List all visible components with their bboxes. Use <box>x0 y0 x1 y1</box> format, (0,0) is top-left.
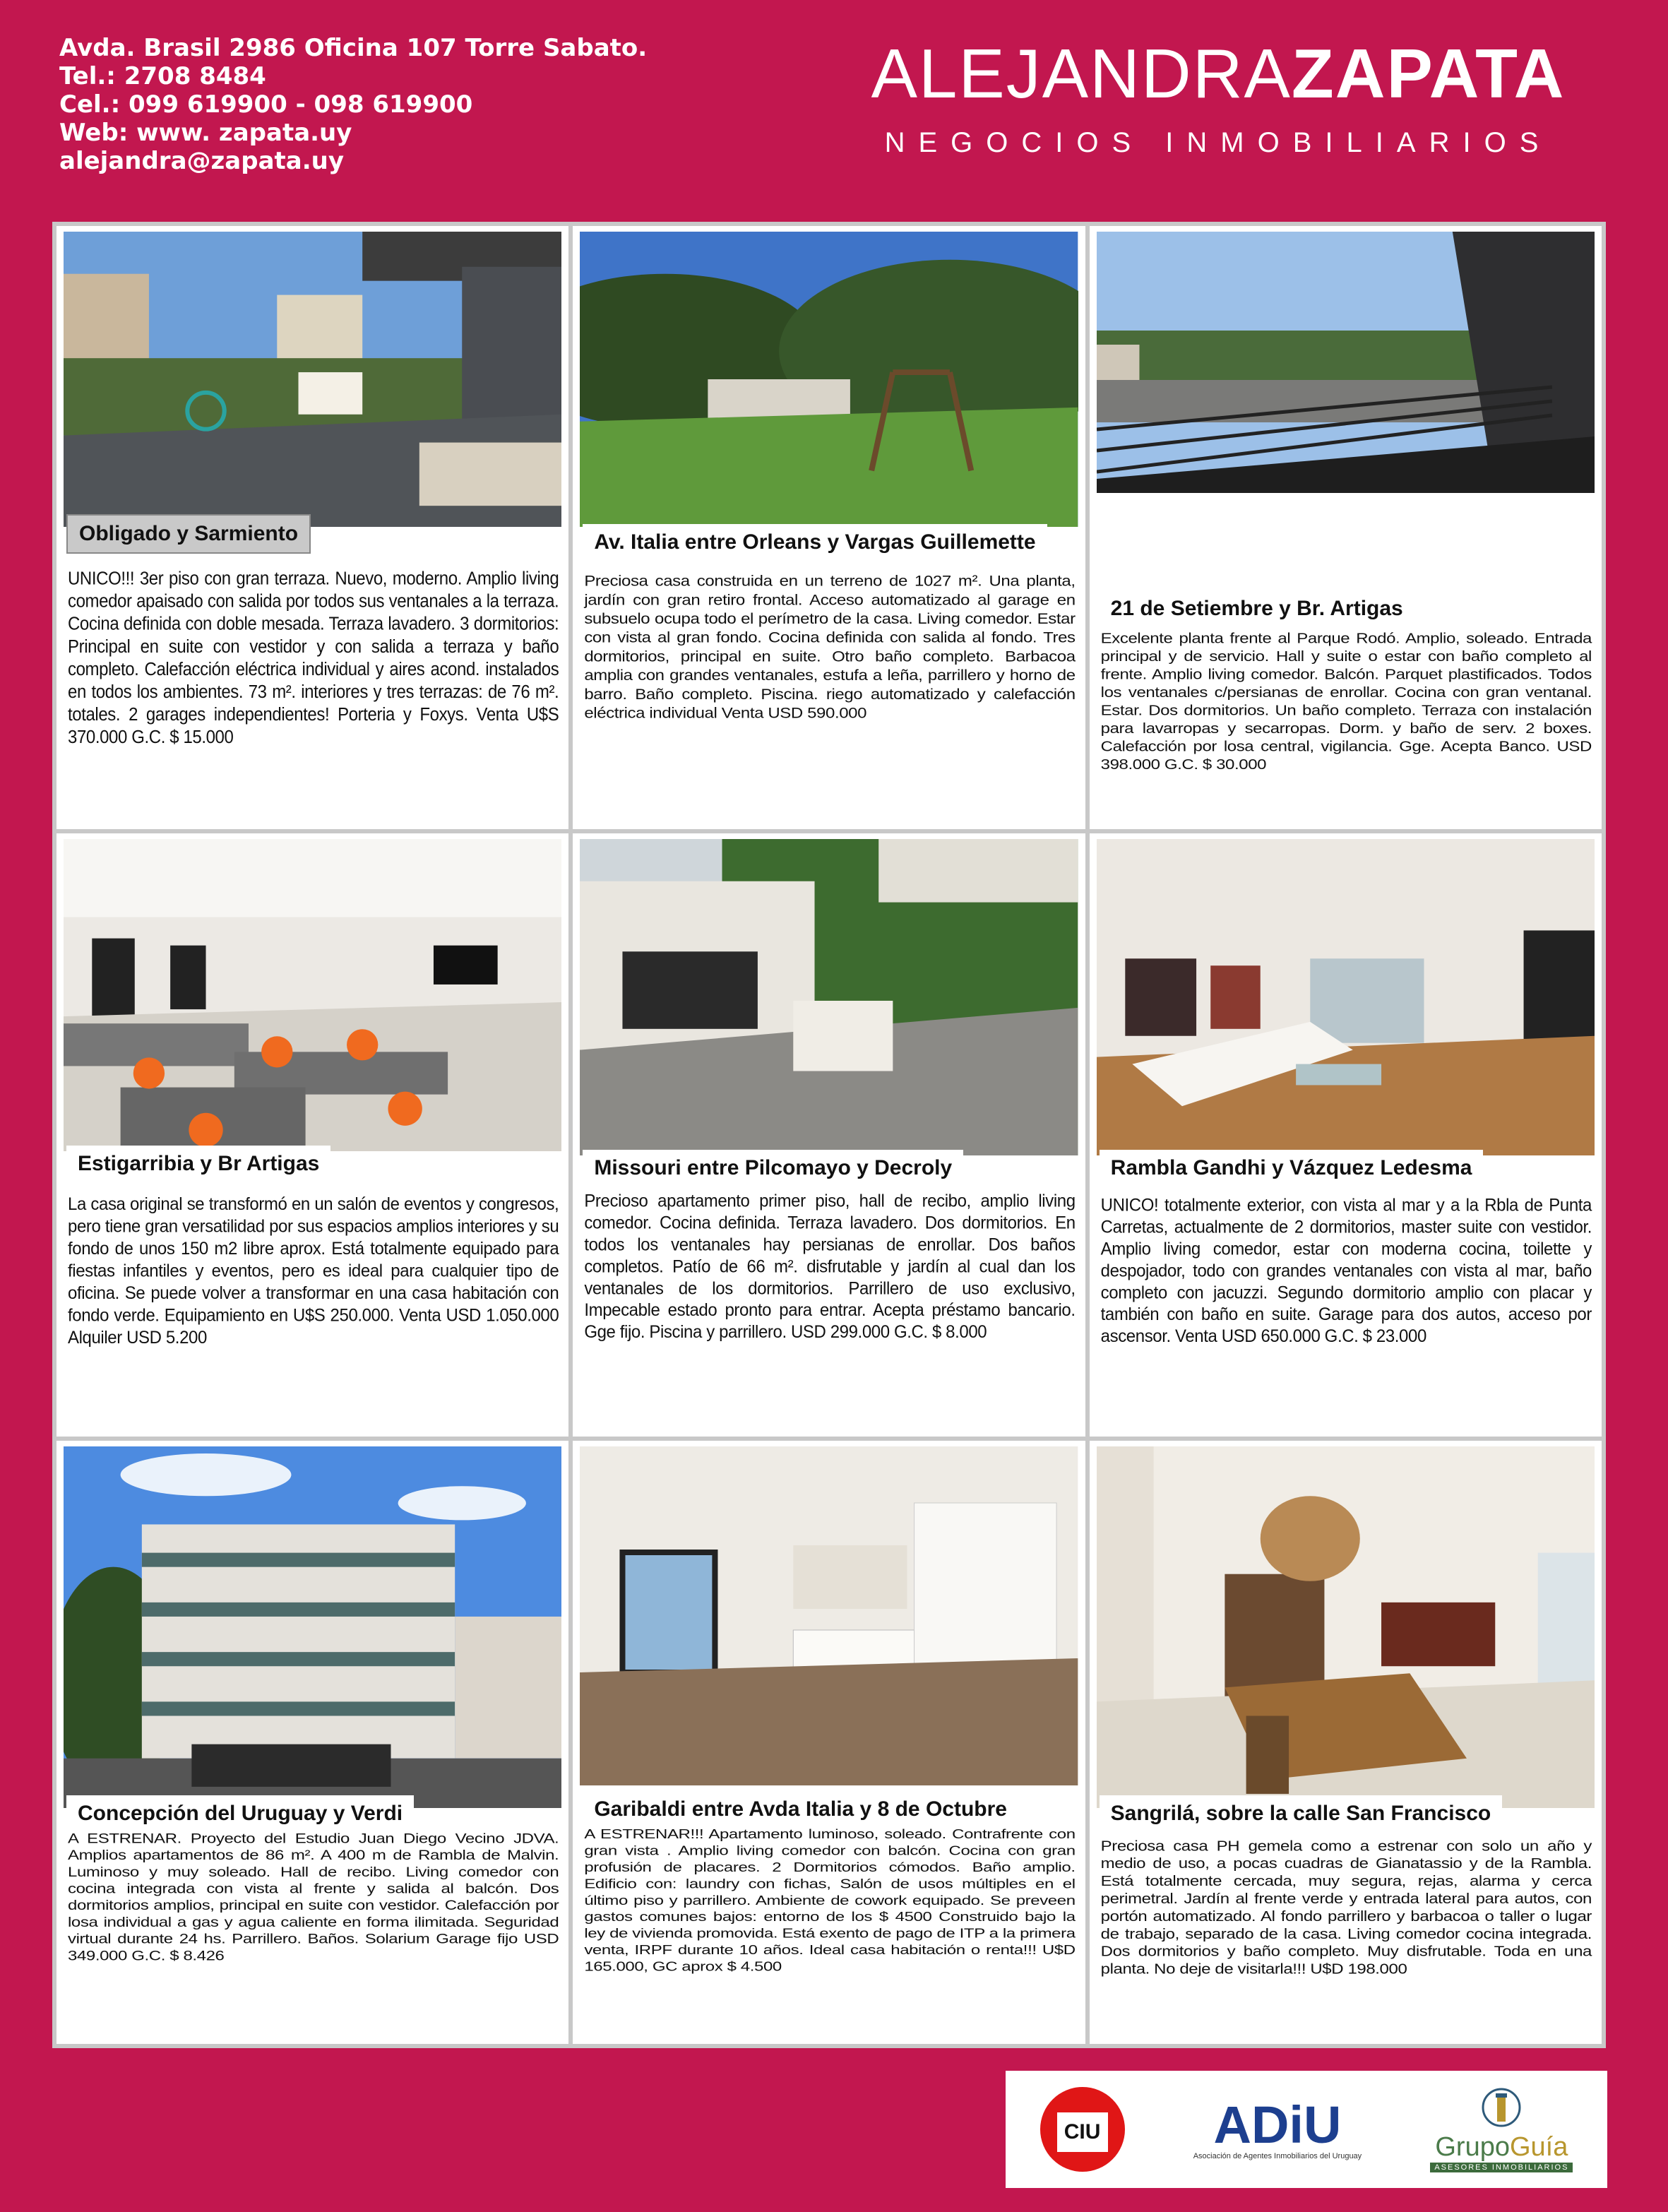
listing-description: Preciosa casa PH gemela como a estrenar con solo un año y medio de uso, a pocas cuadras de Gianatassio y de la Rambla. Está totalmente cercada, muy segura, rejas, alarma y cerca perimetral. Jardín al frente verde y entrada lateral para autos, con portón automatizado. Al fondo parrillero y barbacoa o taller o lugar de trabajo, separado de la casa. Living comedor cocina integrada. Dos dormitorios y baño completo. Muy disfrutable. Toda en una planta. No deje de visitarla!!! U$D 198.000 <box>1100 1838 1592 1978</box>
listing-description: UNICO!!! 3er piso con gran terraza. Nuevo, moderno. Amplio living comedor apaisado con salida por todos sus ventanales a la terraza. Cocina definida con doble mesada. Terraza lavadero. 3 dormitorios: Principal en suite con vestidor y con salida a terraza y baño completo. Calefacción eléctrica individual y aires acond. instalados en todos los ambientes. 73 m². interiores y tres terrazas: de 76 m². totales. 2 garages independientes! Porteria y Foxys. Venta U$S 370.000 G.C. $ 15.000 <box>68 569 559 748</box>
listing-card[interactable] <box>573 1441 1085 2044</box>
listing-title: Missouri entre Pilcomayo y Decroly <box>583 1150 963 1187</box>
cell-text: Cel.: 099 619900 - 098 619900 <box>59 90 473 119</box>
empty-apartment-photo <box>580 1446 1078 1785</box>
listing-card[interactable] <box>1090 1441 1602 2044</box>
listing-title: 21 de Setiembre y Br. Artigas <box>1100 590 1414 627</box>
listing-title: Garibaldi entre Avda Italia y 8 de Octubre <box>583 1791 1018 1828</box>
adiu-subtitle: Asociación de Agentes Inmobiliarios del Uruguay <box>1193 2152 1362 2160</box>
event-hall-photo <box>64 839 561 1151</box>
affiliations-footer <box>1006 2071 1607 2188</box>
web-link[interactable]: Web: www. zapata.uy <box>59 119 352 147</box>
listings-grid <box>52 222 1606 2048</box>
guia-word: Guía <box>1509 2132 1568 2162</box>
grupo-guia-name <box>1430 2132 1573 2163</box>
adiu-logo <box>1193 2095 1362 2160</box>
listing-title: Rambla Gandhi y Vázquez Ledesma <box>1100 1150 1484 1187</box>
listing-card[interactable] <box>573 833 1085 1437</box>
living-room-photo <box>1097 839 1595 1155</box>
brand-tagline: NEGOCIOS INMOBILIARIOS <box>884 127 1552 158</box>
listing-title: Sangrilá, sobre la calle San Francisco <box>1100 1795 1503 1832</box>
listing-card[interactable] <box>1090 833 1602 1437</box>
brand-last: ZAPATA <box>1291 35 1566 112</box>
grupo-guia-logo <box>1430 2086 1573 2172</box>
phone-text: Tel.: 2708 8484 <box>59 62 266 90</box>
listing-title: Estigarribia y Br Artigas <box>66 1146 330 1182</box>
email-link[interactable]: alejandra@zapata.uy <box>59 147 345 175</box>
listing-title: Av. Italia entre Orleans y Vargas Guillemette <box>583 524 1047 561</box>
garden-photo <box>580 232 1078 527</box>
listing-description: UNICO! totalmente exterior, con vista al mar y a la Rbla de Punta Carretas, actualmente de 2 dormitorios, master suite con vestidor. Amplio living comedor, estar con moderna cocina, toilette y despojador, todo con grandes ventanales con vista al mar, baño completo con jacuzzi. Segundo dormitorio amplio con placar y también con baño en suite. Garage para dos autos, acceso por ascensor. Venta USD 650.000 G.C. $ 23.000 <box>1100 1196 1592 1347</box>
brand-logo <box>847 35 1589 159</box>
ciu-label: CIU <box>1057 2112 1108 2152</box>
lighthouse-icon <box>1480 2086 1523 2129</box>
listing-card[interactable] <box>56 833 568 1437</box>
address-text: Avda. Brasil 2986 Oficina 107 Torre Sabato. <box>59 34 648 62</box>
patio-barbecue-photo <box>580 839 1078 1155</box>
listing-description: Precioso apartamento primer piso, hall de recibo, amplio living comedor. Cocina definida. Terraza lavadero. Dos dormitorios. En todos los ventanales hay persianas de enrollar. Dos baños completos. Patío de 66 m². disfrutable y jardín al cual dan los ventanales de los dormitorios. Parrillero de uso exclusivo, Impecable estado pronto para entrar. Acepta préstamo bancario. Gge fijo. Piscina y parrillero. USD 299.000 G.C. $ 8.000 <box>584 1191 1076 1343</box>
contact-block <box>59 34 647 175</box>
dining-room-photo <box>1097 1446 1595 1808</box>
grupo-guia-subtitle: ASESORES INMOBILIARIOS <box>1430 2163 1573 2172</box>
listing-card[interactable] <box>1090 226 1602 829</box>
brand-name <box>847 35 1589 112</box>
listing-description: A ESTRENAR!!! Apartamento luminoso, soleado. Contrafrente con gran vista . Amplio living comedor con balcón. Cocina con gran profusión de placares. 2 Dormitorios cómodos. Baño amplio. Edificio con: laundry con fichas, Salón de usos múltiples en el último piso y parrillero. Ambiente de cowork equipado. Se preveen gastos comunes bajos: entorno de los $ 4500 Construido bajo la ley de vivienda promovida. Está exento de pago de ITP a la primera venta, IRPF durante 10 años. Ideal casa habitación o renta!!! U$D 165.000, GC aprox $ 4.500 <box>584 1826 1076 1975</box>
listing-title: Obligado y Sarmiento <box>66 514 311 554</box>
listing-card[interactable] <box>56 226 568 829</box>
grupo-word: Grupo <box>1435 2132 1510 2162</box>
listing-card[interactable] <box>573 226 1085 829</box>
brand-first: ALEJANDRA <box>871 35 1292 112</box>
listing-description: La casa original se transformó en un salón de eventos y congresos, pero tiene gran versatilidad por sus espacios amplios interiores y su fondo de unos 150 m2 libre aprox. Está totalmente equipado para fiestas infantiles y eventos, pero es ideal para cualquier tipo de oficina. Se puede volver a transformar en una casa habitación con fondo verde. Equipamiento en U$S 250.000. Venta USD 1.050.000 Alquiler USD 5.200 <box>68 1194 559 1348</box>
balcony-view-photo <box>1097 232 1595 493</box>
listing-title: Concepción del Uruguay y Verdi <box>66 1795 414 1832</box>
listing-description: A ESTRENAR. Proyecto del Estudio Juan Diego Vecino JDVA. Amplios apartamentos de 86 m². A 400 m de Rambla de Malvin. Luminoso y muy soleado. Hall de recibo. Living comedor con cocina integrada con vista al frente y salida al balcón. Dos dormitorios amplios, principal en suite con vestidor. Calefacción por losa individual a gas y agua caliente en forma ilimitada. Seguridad virtual durante 24 hs. Parrillero. Baños. Solarium Garage fijo USD 349.000 G.C. $ 8.426 <box>68 1831 559 1964</box>
building-facade-photo <box>64 1446 561 1808</box>
listing-description: Preciosa casa construida en un terreno de 1027 m². Una planta, jardín con gran retiro frontal. Acceso automatizado al garage en subsuelo ocupa todo el perímetro de la casa. Living comedor. Estar con vista al gran fondo. Cocina definida con salida al fondo. Tres dormitorios, principal en suite. Otro baño completo. Barbacoa amplia con grandes ventanales, estufa a leña, parrillero y horno de barro. Baño completo. Piscina. riego automatizado y calefacción eléctrica individual Venta USD 590.000 <box>584 572 1076 722</box>
listing-card[interactable] <box>56 1441 568 2044</box>
listing-description: Excelente planta frente al Parque Rodó. Amplio, soleado. Entrada principal y de servicio. Hall y suite o estar con baño completo al frente. Amplio living comedor. Balcón. Parquet plastificados. Todos los ventanales c/persianas de enrollar. Cocina con gran ventanal. Estar. Dos dormitorios. Un baño completo. Terraza con instalación para lavarropas y secarropas. Dorm. y baño de serv. 2 boxes. Calefacción por losa central, vigilancia. Gge. Acepta Banco. USD 398.000 G.C. $ 30.000 <box>1100 630 1592 773</box>
rooftop-terrace-photo <box>64 232 561 527</box>
adiu-label: ADiU <box>1213 2095 1342 2154</box>
ciu-logo-icon <box>1040 2087 1125 2172</box>
